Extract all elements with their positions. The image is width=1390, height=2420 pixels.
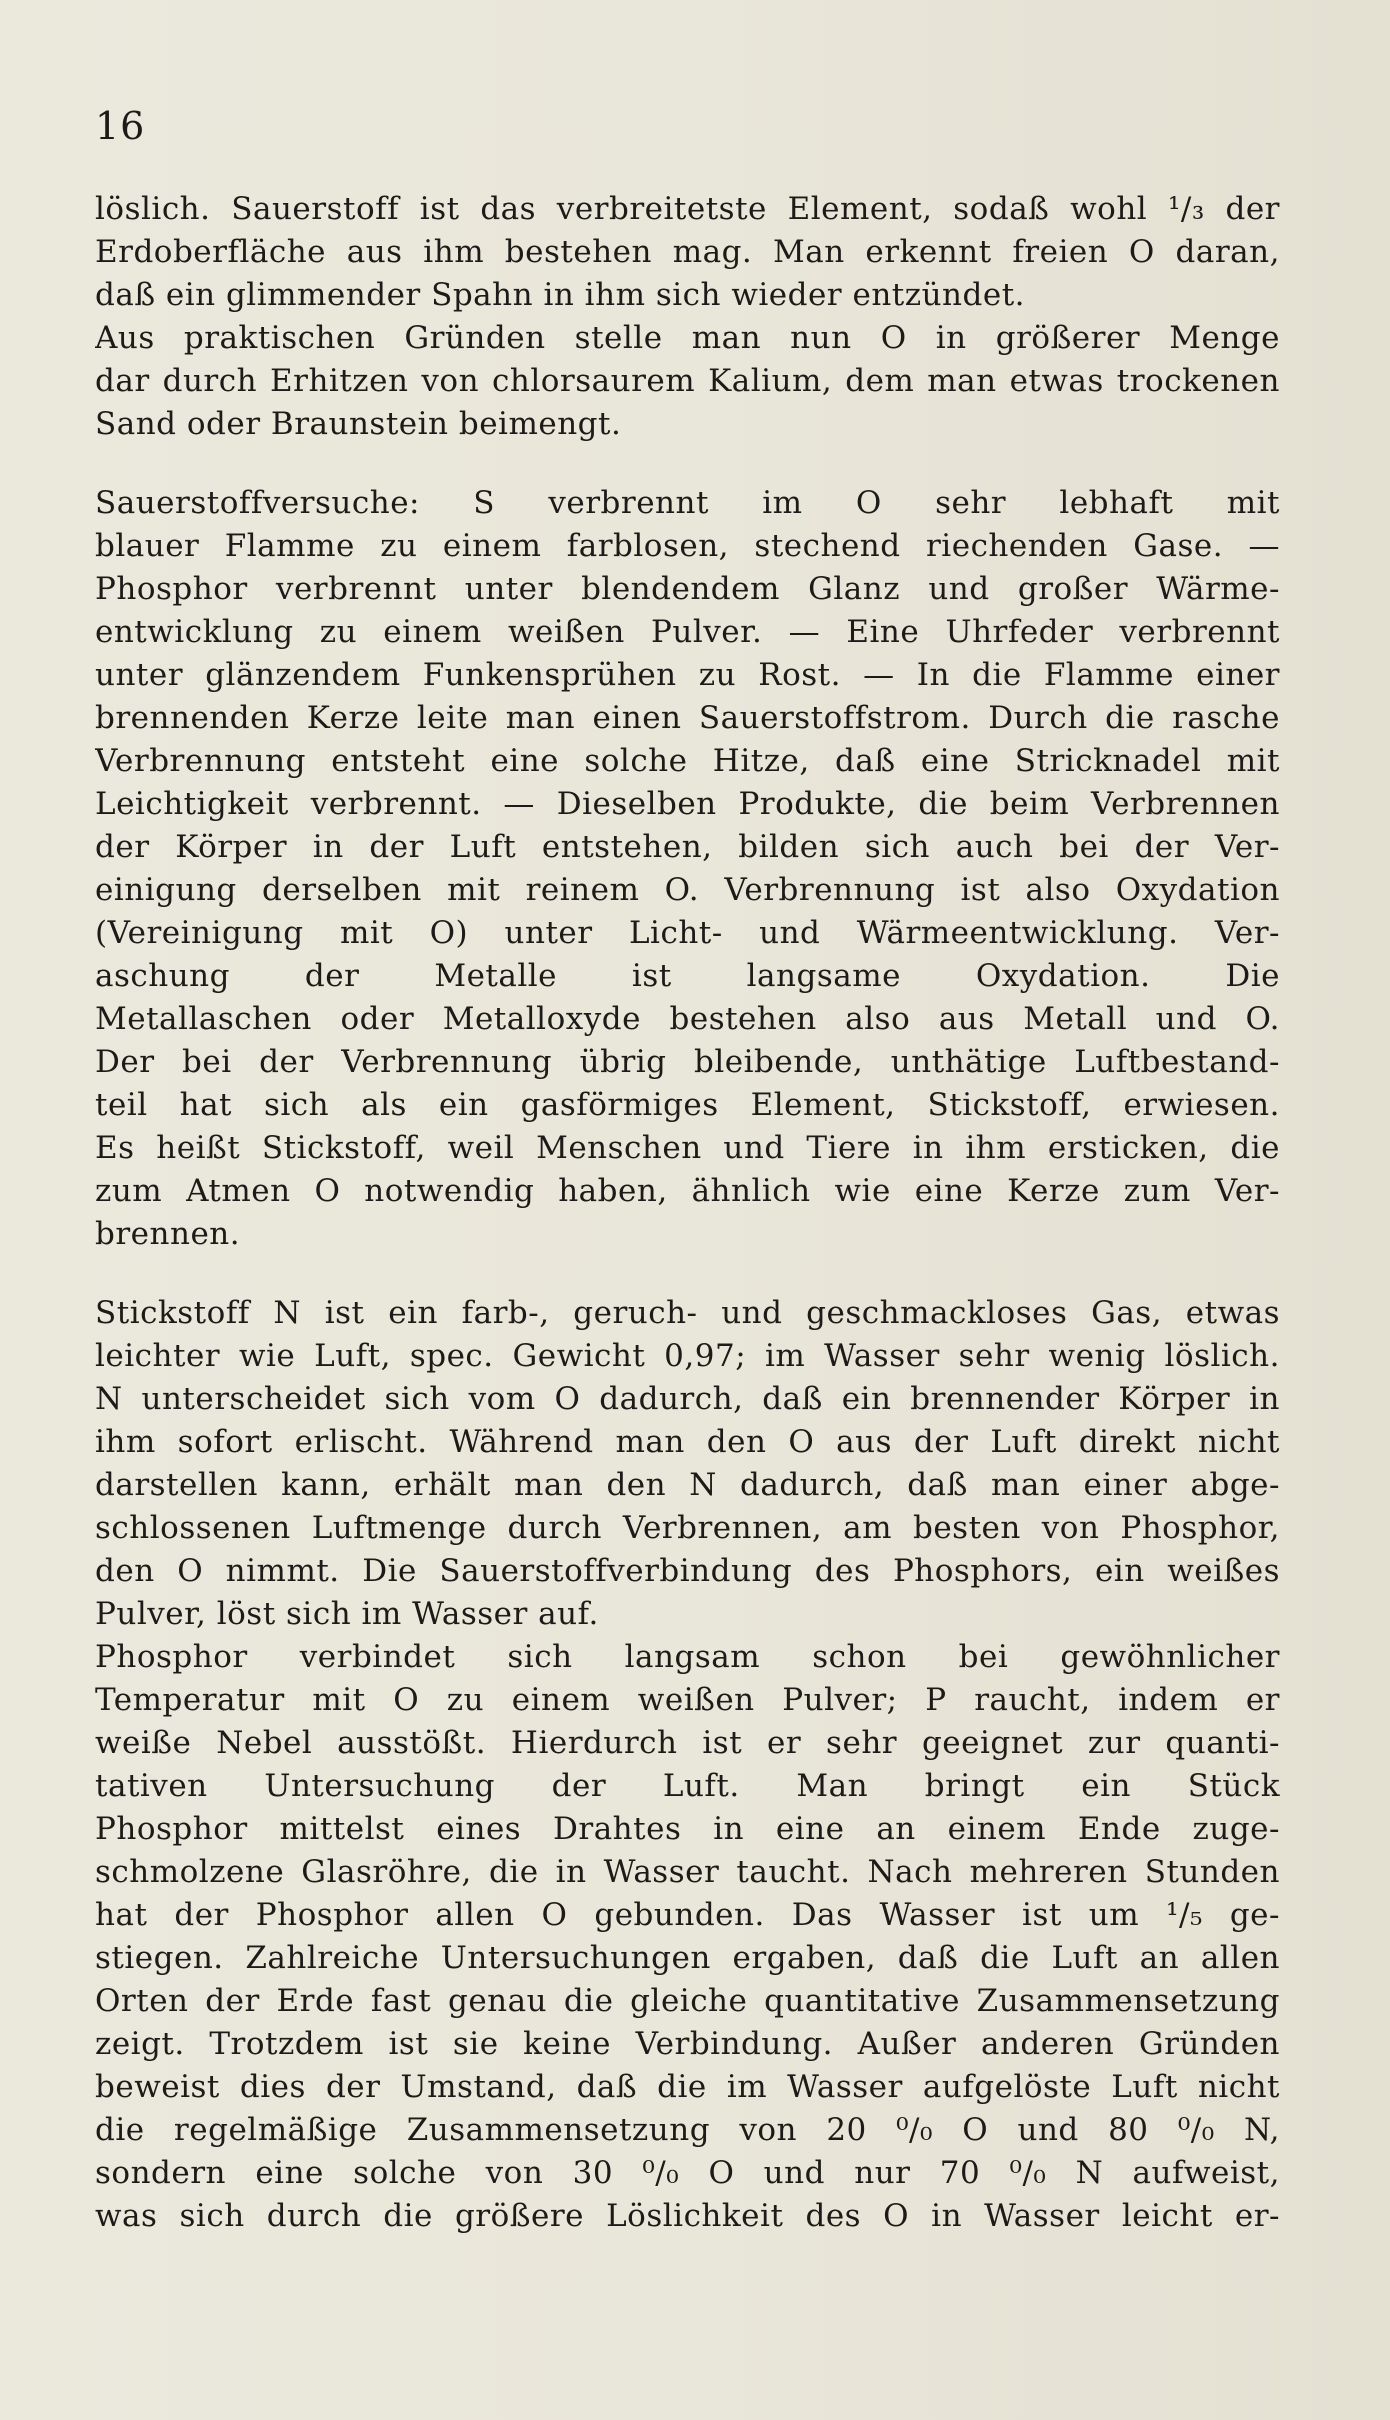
text-line: Aus praktischen Gründen stelle man nun O in größerer Menge: [95, 320, 1280, 356]
text-line: dar durch Erhitzen von chlorsaurem Kalium, dem man etwas trockenen: [95, 363, 1280, 399]
body-text: [95, 188, 1280, 2238]
text-line: darstellen kann, erhält man den N dadurch, daß man einer abge-: [95, 1467, 1280, 1503]
text-line: zum Atmen O notwendig haben, ähnlich wie eine Kerze zum Ver-: [95, 1173, 1280, 1209]
text-line: schmolzene Glasröhre, die in Wasser taucht. Nach mehreren Stunden: [95, 1854, 1280, 1890]
text-line: beweist dies der Umstand, daß die im Wasser aufgelöste Luft nicht: [95, 2069, 1280, 2105]
text-line: (Vereinigung mit O) unter Licht- und Wärmeentwicklung. Ver-: [95, 915, 1280, 951]
text-line: unter glänzendem Funkensprühen zu Rost. — In die Flamme einer: [95, 657, 1280, 693]
text-line: die regelmäßige Zusammensetzung von 20 ⁰/₀ O und 80 ⁰/₀ N,: [95, 2112, 1280, 2148]
text-line: Phosphor mittelst eines Drahtes in eine an einem Ende zuge-: [95, 1811, 1280, 1847]
text-line: den O nimmt. Die Sauerstoffverbindung des Phosphors, ein weißes: [95, 1553, 1280, 1589]
text-line: stiegen. Zahlreiche Untersuchungen ergaben, daß die Luft an allen: [95, 1940, 1280, 1976]
text-line: ihm sofort erlischt. Während man den O aus der Luft direkt nicht: [95, 1424, 1280, 1460]
text-line: blauer Flamme zu einem farblosen, stechend riechenden Gase. —: [95, 528, 1280, 564]
page-number: 16: [95, 104, 146, 148]
text-line: Phosphor verbrennt unter blendendem Glanz und großer Wärme-: [95, 571, 1280, 607]
text-line: Temperatur mit O zu einem weißen Pulver; P raucht, indem er: [95, 1682, 1280, 1718]
text-line: Pulver, löst sich im Wasser auf.: [95, 1596, 599, 1632]
text-line: weiße Nebel ausstößt. Hierdurch ist er sehr geeignet zur quanti-: [95, 1725, 1280, 1761]
text-line: daß ein glimmender Spahn in ihm sich wieder entzündet.: [95, 277, 1026, 313]
text-line: Erdoberfläche aus ihm bestehen mag. Man erkennt freien O daran,: [95, 234, 1280, 270]
text-line: schlossenen Luftmenge durch Verbrennen, am besten von Phosphor,: [95, 1510, 1280, 1546]
text-line: der Körper in der Luft entstehen, bilden sich auch bei der Ver-: [95, 829, 1280, 865]
text-line: brennen.: [95, 1216, 241, 1252]
text-line: Metallaschen oder Metalloxyde bestehen also aus Metall und O.: [95, 1001, 1280, 1037]
text-line: Orten der Erde fast genau die gleiche quantitative Zusammensetzung: [95, 1983, 1280, 2019]
text-line: entwicklung zu einem weißen Pulver. — Eine Uhrfeder verbrennt: [95, 614, 1280, 650]
text-line: zeigt. Trotzdem ist sie keine Verbindung. Außer anderen Gründen: [95, 2026, 1280, 2062]
text-line: Sand oder Braunstein beimengt.: [95, 406, 622, 442]
text-line: sondern eine solche von 30 ⁰/₀ O und nur 70 ⁰/₀ N aufweist,: [95, 2155, 1280, 2191]
text-line: leichter wie Luft, spec. Gewicht 0,97; im Wasser sehr wenig löslich.: [95, 1338, 1280, 1374]
text-line: Leichtigkeit verbrennt. — Dieselben Produkte, die beim Verbrennen: [95, 786, 1280, 822]
text-line: Phosphor verbindet sich langsam schon bei gewöhnlicher: [95, 1639, 1280, 1675]
text-line: teil hat sich als ein gasförmiges Element, Stickstoff, erwiesen.: [95, 1087, 1280, 1123]
text-line: aschung der Metalle ist langsame Oxydation. Die: [95, 958, 1280, 994]
text-line: Sauerstoffversuche: S verbrennt im O sehr lebhaft mit: [95, 485, 1280, 521]
text-line: Es heißt Stickstoff, weil Menschen und Tiere in ihm ersticken, die: [95, 1130, 1280, 1166]
text-line: N unterscheidet sich vom O dadurch, daß ein brennender Körper in: [95, 1381, 1280, 1417]
text-line: Der bei der Verbrennung übrig bleibende, unthätige Luftbestand-: [95, 1044, 1280, 1080]
text-line: einigung derselben mit reinem O. Verbrennung ist also Oxydation: [95, 872, 1280, 908]
text-line: Verbrennung entsteht eine solche Hitze, daß eine Stricknadel mit: [95, 743, 1280, 779]
text-line: was sich durch die größere Löslichkeit des O in Wasser leicht er-: [95, 2198, 1280, 2234]
text-line: brennenden Kerze leite man einen Sauerstoffstrom. Durch die rasche: [95, 700, 1280, 736]
text-line: hat der Phosphor allen O gebunden. Das Wasser ist um ¹/₅ ge-: [95, 1897, 1280, 1933]
text-line: tativen Untersuchung der Luft. Man bringt ein Stück: [95, 1768, 1280, 1804]
text-line: löslich. Sauerstoff ist das verbreitetste Element, sodaß wohl ¹/₃ der: [95, 191, 1280, 227]
text-line: Stickstoff N ist ein farb-, geruch- und geschmackloses Gas, etwas: [95, 1295, 1280, 1331]
